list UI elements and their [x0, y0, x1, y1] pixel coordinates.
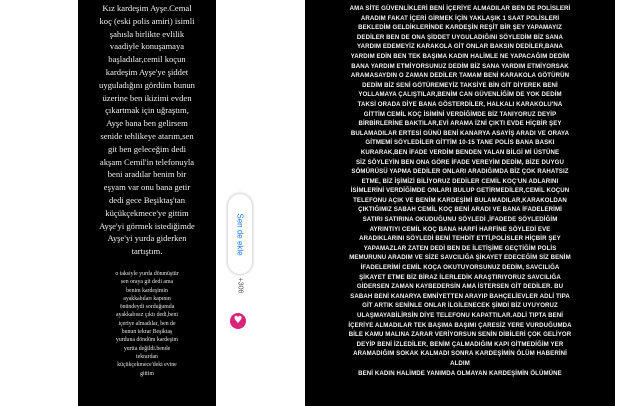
right-story-panel [305, 0, 615, 406]
story-text-secondary: o taksiyle yurda dönmüştür sen oraya git dedi ama benim kardeşimin ayakkabıları kapının önündeydi sorduğumda ayakkabısız çıktı dedi,beni içeriye almadılar, ben de bunun tekrar Beşiktaş yurduna döndüm kardeşim yurtta değildi.bende tekrardan küçükçekmece'deki evine gittim [115, 271, 179, 377]
story-text-uppercase: AMA SİTE GÜVENLİKLERİ BENİ İÇERİYE ALMADILAR BEN DE POLİSLERİ ARADIM FAKAT İÇERİ GİRMEK İÇİN YAKLAŞIK 1 SAAT POLİSLERİ BEKLEDİM GELDİKLERİNDE KARDEŞİN REŞİT BİR ŞEY YAPAMAYIZ DEDİLER BEN DE ONA ŞİDDET UYGULADIĞINI SÖYLEDİM BİZ SANA YARDIM EDEMEYİZ KARAKOLA GİT ONLAR BAKSIN DEDİLER,BANA YARDIM EDİN BEN TEK BAŞIMA KADIN HALİMLE NE YAPACAĞIM DEDİM BANA YARDIM ETMİYORSUNUZ DEDİM BİZ SANA YARDIM ETMİYORSAK ARAMASAYDIN O ZAMAN DEDİLER TAMAM BENİ KARAKOLA GÖTÜRÜN DEDİM BİZ SENİ GÖTÜREMEYİZ TAKSİYE BİN GİT DİYEREK BENİ YOLLAMAYA ÇALIŞTILAR,BENİM CAN GÜVENLİĞİM DE YOK DEDİM TAKSİ ORADA DİYE BANA GÖSTERDİLER, HALKALI KARAKOLU'NA GİTTİM CEMİL KOÇ İSİMİNİ VERDİĞİMDE BİZ TANIYORUZ DEYİP BİRBİRLERİNE BAKTILAR,EVİ ARAMA İZNİ ÇIKTI EVDE HİÇBİR ŞEY BULAMADILAR ERTESİ GÜNÜ BENİ KANARYA ASAYİŞ ARADI VE ORAYA GİTMEMİ SÖYLEDİLER GİTTİM 10-15 TANE POLİS BANA BASKI KURARAK,BEN İFADE VERDİM BENDEN YALAN BİLGİ Mİ ÜSTÜNE SİZ SÖYLEYİN BEN ONA GÖRE İFADE VEREYİM DEDİM, BİZE DUYGU SÖMÜRÜSÜ YAPMA DEDİLER ONLARI ARADIĞIMDA BİZ ÇOK RAHATSIZ ETME, BİZ İŞİMİZİ BİLİYORUZ DEDİLER CEMİL KOÇ'UN ADLARINI İSİMLERİNİ VERDİĞİMDE ONLARI BULUP GETİRMEDİLER,CEMİL KOÇUN TELEFONU AÇIK VE BENİM KARDEŞİMİ BULAMADILAR,KARAKOLDAN ÇIKTIĞIMIZ SABAH CEMİL KOÇ BENİ ARADI VE BANA İFADELERİMİ SATIRI SATIRINA OKUDUĞUNU SÖYLEDİ ,İFADEDE SÖYLEDİĞİM AYRINTIYI CEMİL KOÇ BANA HARFİ HARFİNE SÖYLEDİ EVE ARADIKLARINI SÖYLEDİ BENİ TEHDİT ETTİ,POLİSLER HİÇBİR ŞEY YAPAMAZLAR ZATEN DEDİ BEN DE İLETİŞİME GEÇTİĞİM POLİS MEMURUNU ARADIM VE SİZE SAVCILIĞA ŞİKAYET EDECEĞİM SİZ BENİM İFADELERİMİ CEMİL KOÇA OKUTUYORSUNUZ DEDİM, SAVCILIĞA ŞİKAYET ETME BİZ BİRAZ İLERLEDİK ARAŞTIRIYORUZ SAVCILIĞA GİDERSEN ZAMAN KAYBEDERSİN AMA İSTERSEN GİT DEDİLER. BU SABAH BENİ KANARYA EMNİYETTEN ARAYIP BAHÇELİEVLER ADLİ TIPA GİT ARTIK SENİNLE ONLAR İLGİLENECEK ŞİMDİ BİZ UYUYORUZ ULAŞMAYABİLİRSİN DİYE TELEFONU KAPATTILAR.ADLİ TIPTA BENİ İÇERİYE ALMADILAR TEK BAŞIMA BAŞIMI ÇARESİZ YERE VURDUĞUMDA BİLE KAMU MALINA ZARAR VERİYORSUN SENİN DİBİLERİ ÇOK GELİYOR DEYİP BENİ İZLEDİLER, BENİM ÇALMADIĞIM KAPI GİTMEDİĞİM YER ARAMADIĞIM SOKAK KALMADI SONRA KARDEŞİMİN ÖLÜM HABERİNİ ALDIM BENİ KADIN HALİMDE YANIMDA OLMAYAN KARDEŞİMİN ÖLÜMÜNE [348, 5, 572, 377]
add-to-story-button[interactable] [228, 194, 252, 274]
left-story-panel [78, 0, 216, 406]
view-count: +306 [236, 277, 244, 294]
story-text-primary: Kız kardeşim Ayşe.Cemal koç (eski polis amiri) isimli şahısla birlikte evlilik vaadiyle konuşamaya başladılar,cemil koçun kardeşim Ayşe'ye şiddet uyguladığını gördüm bunun üzerine ben ikizimi evden çıkartmak için uğraştım, Ayşe bana ben gelirsem senide tehlikeye atarım,sen git ben geleceğim dedi akşam Cemil'in telefonuyla beni aradılar benim bir eşyam var onu bana getir dedi gece Beşiktaş'tan küçükçekmece'ye gittim Ayşe'yi görmek istediğimde Ayşe'yi yurda giderken tartıştım. [99, 3, 195, 257]
add-to-story-label: Sen de ekle [235, 212, 245, 256]
heart-icon[interactable]: ♥ [230, 313, 246, 329]
